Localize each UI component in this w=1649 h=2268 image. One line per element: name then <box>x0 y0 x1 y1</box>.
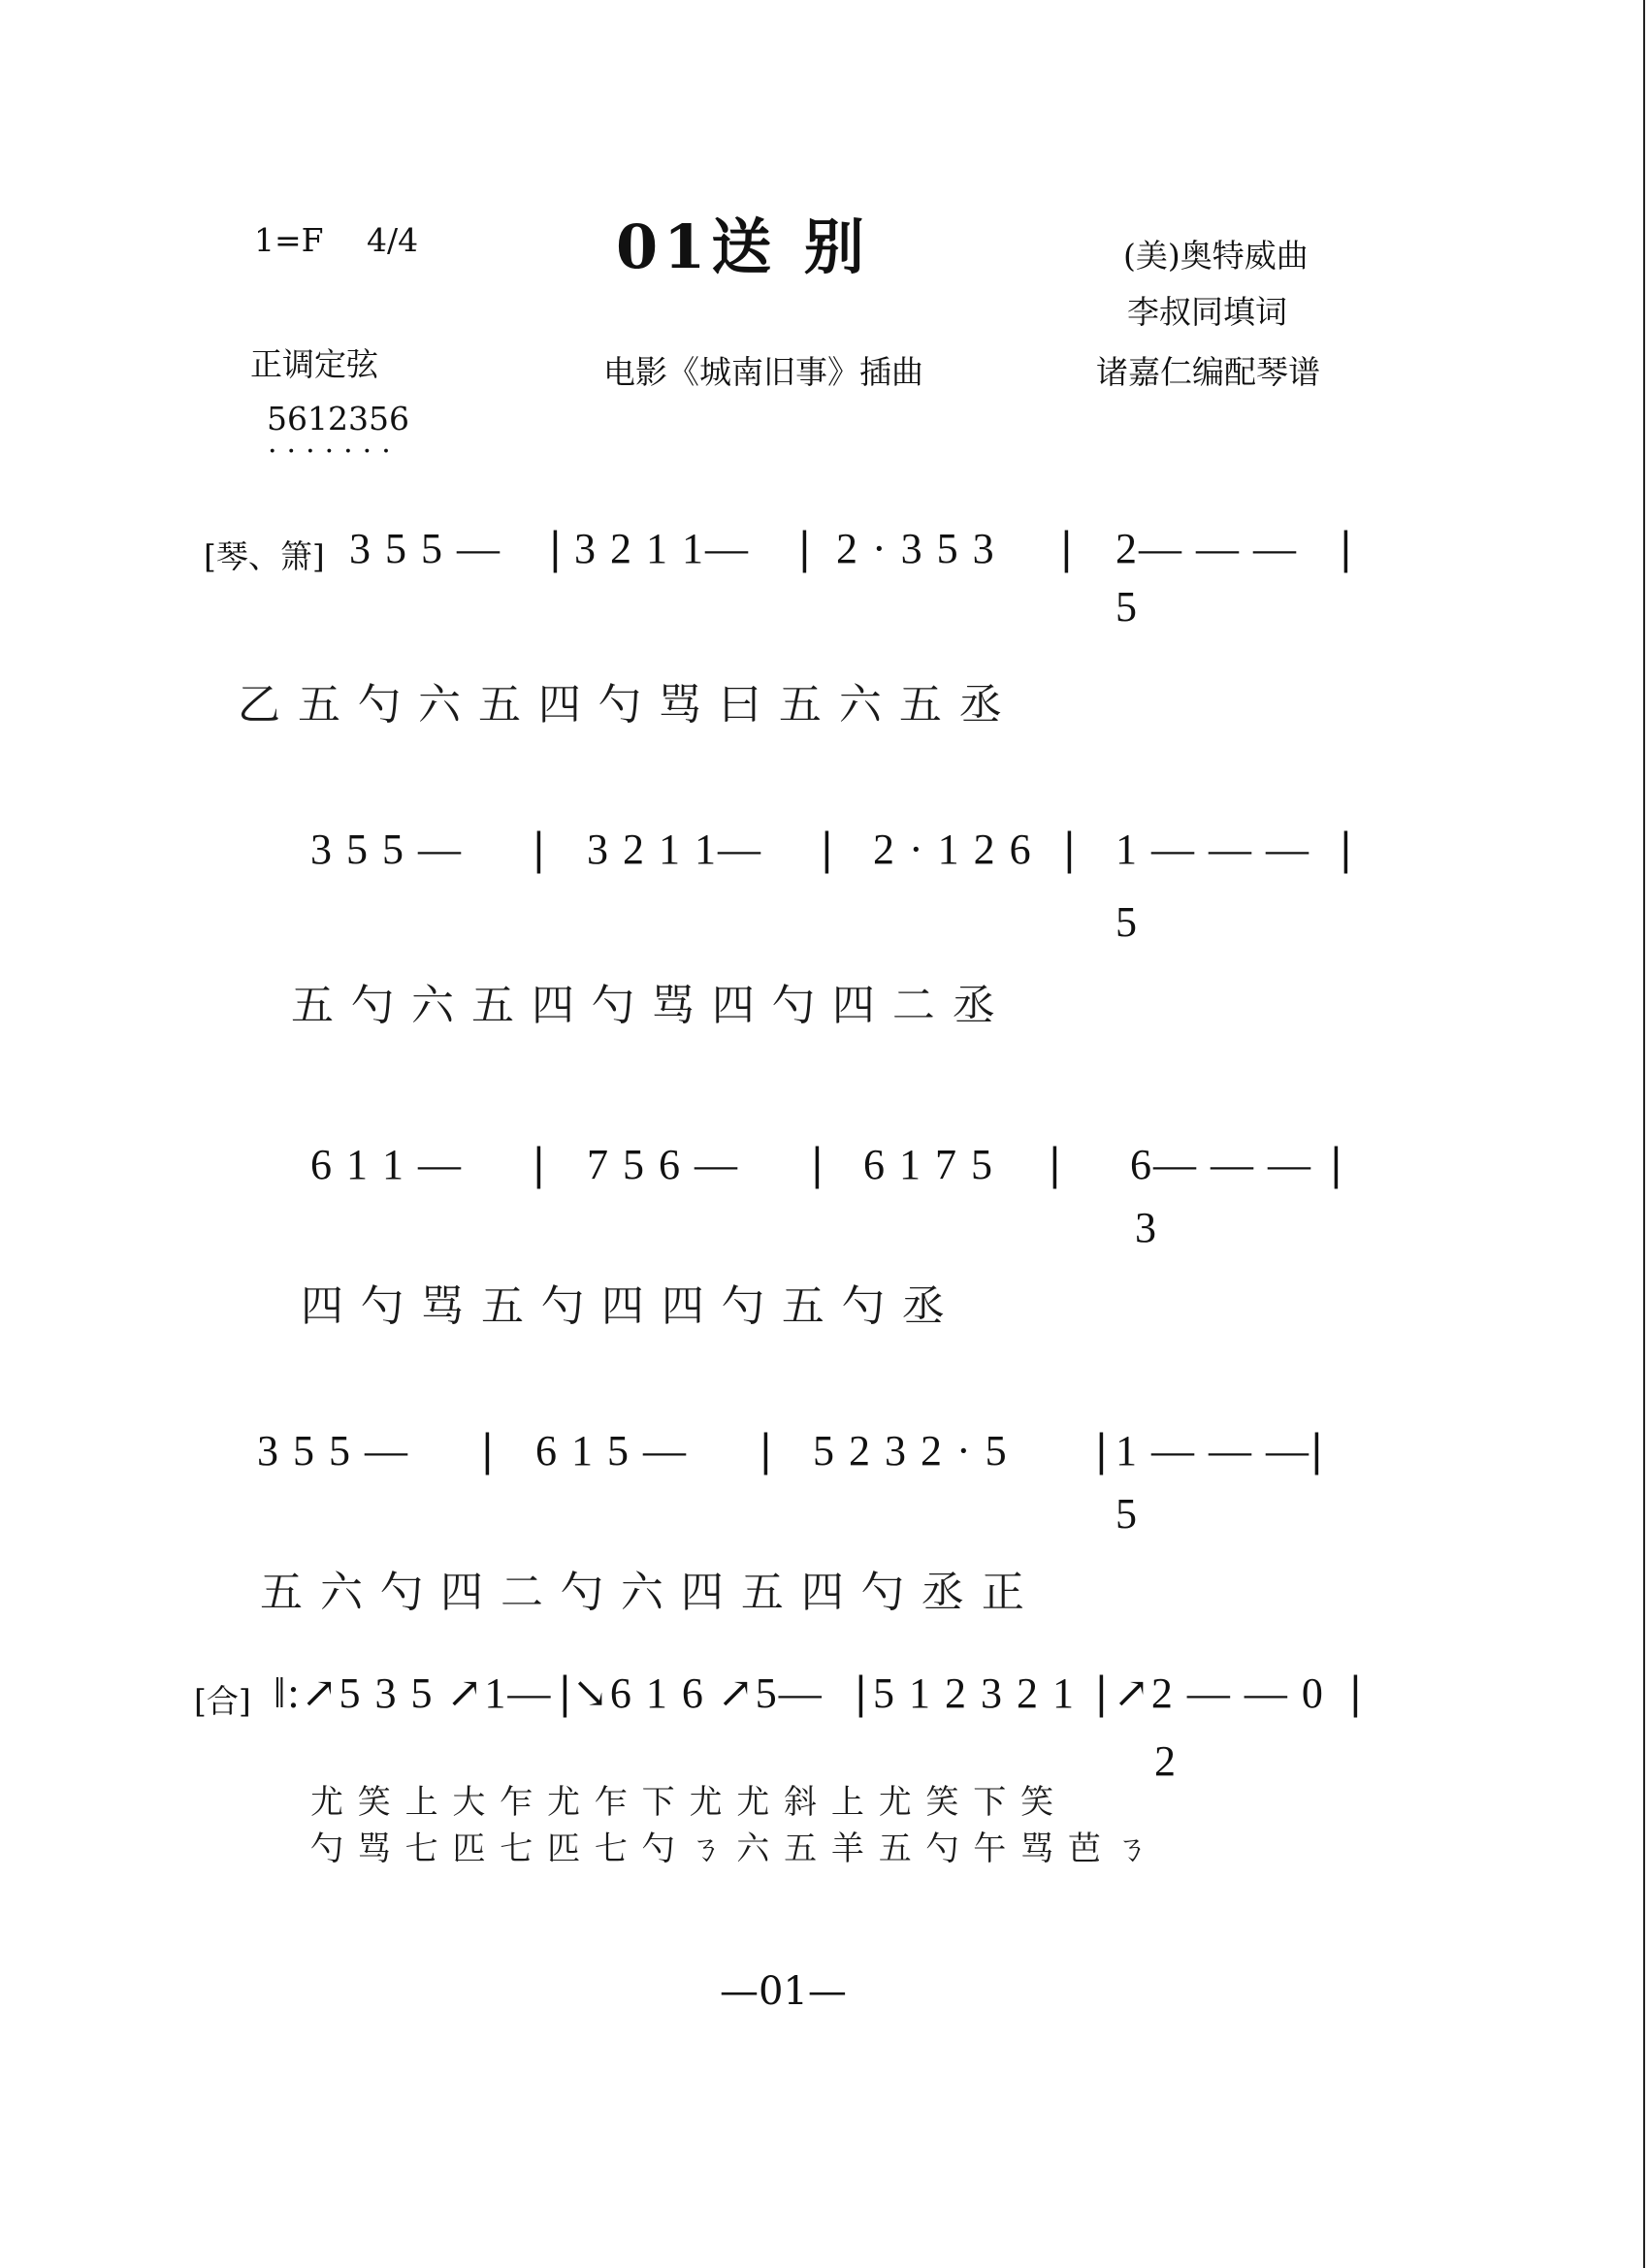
barline: | <box>797 524 812 573</box>
line1-tablature: 乙 五 勺 六 五 四 勺 骂 曰 五 六 五 丞 <box>238 680 1004 729</box>
line2-tablature: 五 勺 六 五 四 勺 骂 四 勺 四 二 丞 <box>291 981 997 1030</box>
film-source: 电影《城南旧事》插曲 <box>603 353 923 391</box>
barline: | <box>1094 1669 1109 1718</box>
line2-measure3: 2 · 1 2 6 <box>873 826 1033 873</box>
lyricist: 李叔同填词 <box>1127 293 1287 331</box>
barline: | <box>1339 524 1353 573</box>
barline: | <box>759 1426 773 1475</box>
line1-measure1: 3 5 5 — <box>349 525 501 572</box>
line4-low-note: 5 <box>1116 1490 1139 1538</box>
line3-measure4: 6— — — <box>1130 1141 1312 1188</box>
barline: | <box>558 1669 572 1718</box>
line3-low-note: 3 <box>1135 1204 1158 1251</box>
barline: | <box>1048 1140 1062 1189</box>
line5-low-note: 2 <box>1154 1737 1178 1785</box>
barline: | <box>854 1669 868 1718</box>
barline: | <box>810 1140 824 1189</box>
line2-measure2: 3 2 1 1— <box>587 826 762 873</box>
chorus-label: [合] <box>194 1682 251 1720</box>
barline: | <box>548 524 563 573</box>
tuning-notes: 5612356 <box>267 400 409 437</box>
tuning-dots: ······· <box>268 435 401 469</box>
barline: | <box>532 825 546 874</box>
line3-measure3: 6 1 7 5 <box>863 1141 994 1188</box>
line1-measure2: 3 2 1 1— <box>574 525 750 572</box>
line2-low-note: 5 <box>1116 898 1139 946</box>
arranger: 诸嘉仁编配琴谱 <box>1096 353 1320 391</box>
composer: (美)奥特威曲 <box>1123 237 1309 275</box>
line2-measure1: 3 5 5 — <box>310 826 463 873</box>
line4-measure2: 6 1 5 — <box>535 1427 688 1474</box>
line4-measure4: 1 — — — <box>1116 1427 1310 1474</box>
line5-measure4: ↗2 — — 0 <box>1114 1669 1325 1717</box>
instrument-label: [琴、箫] <box>204 537 325 575</box>
time-signature: 4/4 <box>367 221 419 259</box>
line5-tablature-upper: 尤 笑 上 大 乍 尤 乍 下 尤 尤 斜 上 尤 笑 下 笑 <box>310 1783 1056 1822</box>
barline: | <box>480 1426 495 1475</box>
line4-measure1: 3 5 5 — <box>257 1427 409 1474</box>
line1-measure4: 2— — — <box>1116 525 1298 572</box>
line5-measure3: 5 1 2 3 2 1 <box>873 1669 1076 1717</box>
barline: | <box>1062 825 1077 874</box>
line3-measure1: 6 1 1 — <box>310 1141 463 1188</box>
line1-low-note: 5 <box>1116 583 1139 631</box>
line4-measure3: 5 2 3 2 · 5 <box>813 1427 1009 1474</box>
line5-measure2: ↘6 1 6 ↗5— <box>572 1669 824 1717</box>
page-title: 01送 别 <box>616 211 870 282</box>
barline: | <box>1329 1140 1343 1189</box>
line5-tablature-lower: 勺 骂 七 匹 七 匹 七 勺 ㄋ 六 五 羊 五 勺 午 骂 芭 ㄋ <box>310 1830 1150 1868</box>
barline: | <box>532 1140 546 1189</box>
barline: | <box>1348 1669 1363 1718</box>
barline: | <box>1059 524 1074 573</box>
line5-measure1: ‖:↗5 3 5 ↗1— <box>274 1669 553 1717</box>
line2-measure4: 1 — — — <box>1116 826 1310 873</box>
barline: | <box>820 825 834 874</box>
barline: | <box>1339 825 1353 874</box>
line4-tablature: 五 六 勺 四 二 勺 六 四 五 四 勺 丞 正 <box>260 1568 1026 1617</box>
key-signature: 1=F <box>254 221 324 259</box>
page-edge <box>1643 0 1645 2268</box>
tuning-label: 正调定弦 <box>250 345 378 383</box>
line3-measure2: 7 5 6 — <box>587 1141 739 1188</box>
page-number: —01— <box>720 1969 847 2014</box>
line1-measure3: 2 · 3 5 3 <box>836 525 996 572</box>
barline: | <box>1310 1426 1324 1475</box>
line3-tablature: 四 勺 骂 五 勺 四 四 勺 五 勺 丞 <box>301 1281 947 1331</box>
barline: | <box>1094 1426 1109 1475</box>
